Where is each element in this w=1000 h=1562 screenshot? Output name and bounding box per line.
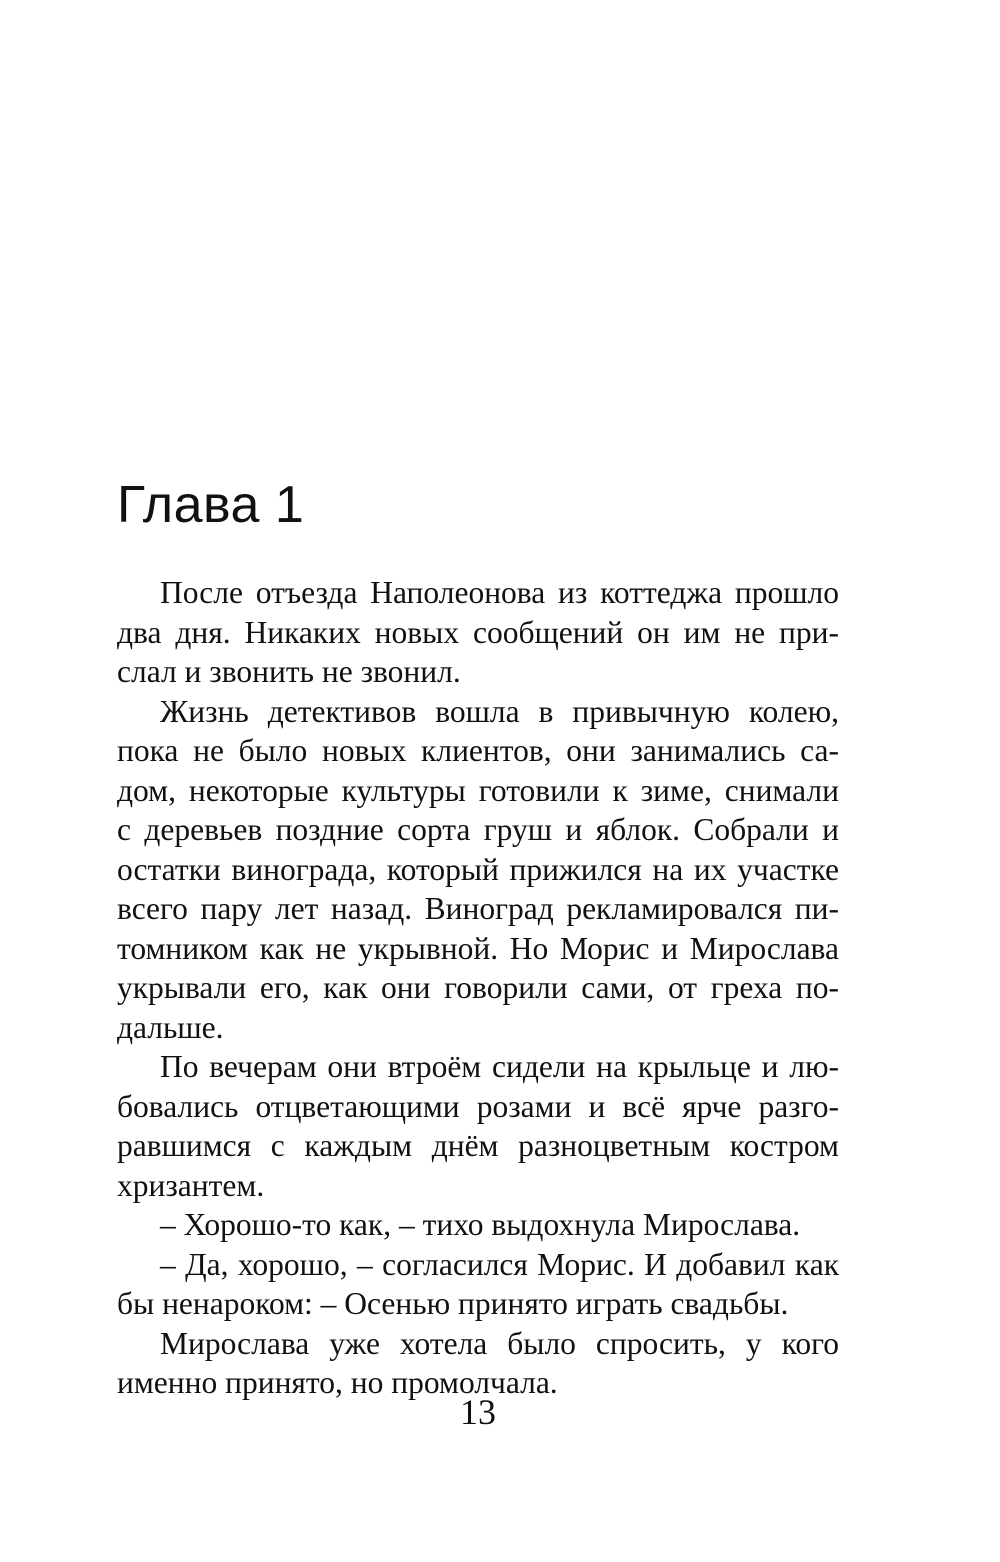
text-line: Мирослава уже хотела было спросить, у кого <box>160 1325 839 1361</box>
text-line: дом, некоторые культуры готовили к зиме, снимали <box>117 772 839 808</box>
text-line: всего пару лет назад. Виноград рекламировался пи- <box>117 891 839 926</box>
body-text <box>117 573 839 1403</box>
page-number: 13 <box>460 1392 496 1432</box>
text-line: – Хорошо-то как, – тихо выдохнула Мирослава. <box>160 1207 801 1242</box>
text-line: равшимся с каждым днём разноцветным костром <box>117 1128 839 1163</box>
text-line: с деревьев поздние сорта груш и яблок. Собрали и <box>117 812 839 847</box>
text-line: укрывали его, как они говорили сами, от греха по- <box>117 970 839 1005</box>
text-line: именно принято, но промолчала. <box>117 1365 558 1400</box>
text-line: По вечерам они втроём сидели на крыльце и лю- <box>160 1049 839 1084</box>
text-line: томником как не укрывной. Но Морис и Мирослава <box>117 930 839 966</box>
text-line: слал и звонить не звонил. <box>117 654 461 689</box>
text-line: пока не было новых клиентов, они занимались са- <box>117 733 839 768</box>
text-line: – Да, хорошо, – согласился Морис. И добавил как <box>160 1246 839 1282</box>
text-line: два дня. Никаких новых сообщений он им не при- <box>117 614 839 650</box>
chapter-title: Глава 1 <box>117 476 305 534</box>
text-line: остатки винограда, который прижился на их участке <box>117 851 839 887</box>
text-line: После отъезда Наполеонова из коттеджа прошло <box>160 575 839 610</box>
text-line: дальше. <box>117 1009 224 1045</box>
text-line: бы ненароком: – Осенью принято играть свадьбы. <box>117 1286 789 1321</box>
text-line: хризантем. <box>117 1167 265 1203</box>
text-line: бовались отцветающими розами и всё ярче разго- <box>117 1088 839 1124</box>
text-line: Жизнь детективов вошла в привычную колею, <box>160 693 839 729</box>
